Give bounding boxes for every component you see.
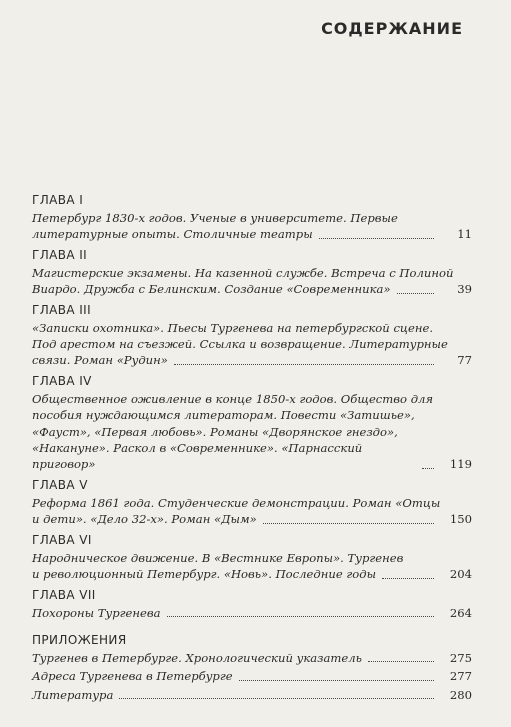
dot-leader (382, 578, 434, 579)
toc-entry-row[interactable] (32, 352, 472, 368)
toc-chapter (32, 193, 472, 243)
chapter-summary-line: Петербург 1830-х годов. Ученые в университете. Первые (32, 211, 398, 225)
page-number: 280 (449, 687, 472, 702)
dot-leader (397, 293, 434, 294)
toc-entry-row[interactable] (32, 226, 472, 242)
toc-entry-lead (32, 440, 440, 473)
chapter-summary-line: Реформа 1861 года. Студенческие демонстрации. Роман «Отцы (32, 495, 441, 510)
chapter-summary-line: связи. Роман «Рудин» (32, 353, 168, 368)
page-number: 275 (449, 650, 472, 665)
toc-entry-lead (32, 226, 440, 242)
chapter-summary-line: пособия нуждающимся литераторам. Повести «Затишье», (32, 408, 415, 423)
chapter-summary-line: Виардо. Дружба с Белинским. Создание «Современника» (32, 282, 391, 297)
toc-entry-lead (32, 605, 440, 621)
chapter-heading: ГЛАВА III (32, 302, 92, 317)
toc-entry-row[interactable] (32, 511, 472, 527)
toc-entry-row[interactable] (32, 281, 472, 297)
appendix-heading: ПРИЛОЖЕНИЯ (32, 632, 127, 647)
toc-entry-row[interactable] (32, 440, 472, 473)
dot-leader (263, 523, 434, 524)
dot-leader (167, 616, 434, 617)
chapter-summary-line: Под арестом на съезжей. Ссылка и возвращение. Литературные (32, 337, 448, 352)
page-number: 150 (449, 512, 472, 527)
toc-entry-lead (32, 511, 440, 527)
toc-chapter (32, 374, 472, 473)
chapter-heading: ГЛАВА V (32, 477, 88, 492)
page-title: СОДЕРЖАНИЕ (321, 19, 463, 38)
appendix-item-title: Адреса Тургенева в Петербурге (32, 669, 233, 684)
page-number: 39 (457, 282, 472, 297)
page-number: 264 (449, 605, 472, 620)
toc-chapter (32, 533, 472, 583)
table-of-contents (32, 193, 472, 703)
page-number: 77 (457, 353, 472, 368)
dot-leader (422, 468, 434, 469)
page-number: 11 (457, 227, 472, 242)
toc-entry-lead (32, 566, 440, 582)
chapter-summary-line: «Записки охотника». Пьесы Тургенева на петербургской сцене. (32, 320, 434, 335)
toc-entry-row[interactable] (32, 687, 472, 703)
dot-leader (119, 698, 434, 699)
page-number: 204 (449, 567, 472, 582)
chapter-heading: ГЛАВА VI (32, 532, 92, 547)
toc-entry-row[interactable] (32, 605, 472, 621)
chapter-summary-line: и дети». «Дело 32-х». Роман «Дым» (32, 512, 257, 527)
toc-entry-lead (32, 281, 440, 297)
toc-entry-lead (32, 352, 440, 368)
chapter-summary-line: «Накануне». Раскол в «Современнике». «Парнасский приговор» (32, 441, 363, 472)
chapter-heading: ГЛАВА VII (32, 587, 96, 602)
dot-leader (174, 364, 434, 365)
appendix-item-title: Тургенев в Петербурге. Хронологический указатель (32, 650, 362, 665)
chapter-summary-line: и революционный Петербург. «Новь». Последние годы (32, 567, 377, 582)
chapter-summary-line: Похороны Тургенева (32, 605, 161, 620)
dot-leader (368, 661, 434, 662)
toc-chapter (32, 303, 472, 369)
toc-chapter (32, 588, 472, 621)
toc-entry-lead (32, 650, 440, 666)
appendix-item-title: Литература (32, 687, 114, 702)
toc-entry-lead (32, 687, 440, 703)
dot-leader (239, 680, 434, 681)
chapter-summary-line: Магистерские экзамены. На казенной службе. Встреча с Полиной (32, 265, 454, 280)
page-number: 119 (449, 457, 472, 472)
toc-entry-row[interactable] (32, 566, 472, 582)
dot-leader (319, 238, 434, 239)
chapter-summary-line: «Фауст», «Первая любовь». Романы «Дворянское гнездо», (32, 424, 398, 439)
toc-entry-row[interactable] (32, 668, 472, 684)
chapter-heading: ГЛАВА I (32, 193, 84, 207)
chapter-summary-line: Народническое движение. В «Вестнике Европы». Тургенев (32, 550, 404, 565)
toc-chapter (32, 478, 472, 528)
page-number: 277 (449, 669, 472, 684)
toc-chapter (32, 248, 472, 298)
chapter-summary-line: литературные опыты. Столичные театры (32, 227, 313, 242)
chapter-summary-line: Общественное оживление в конце 1850-х годов. Общество для (32, 391, 434, 406)
chapter-heading: ГЛАВА II (32, 247, 88, 262)
toc-entry-row[interactable] (32, 650, 472, 666)
toc-entry-lead (32, 668, 440, 684)
appendix-section (32, 633, 472, 703)
chapter-heading: ГЛАВА IV (32, 373, 92, 388)
